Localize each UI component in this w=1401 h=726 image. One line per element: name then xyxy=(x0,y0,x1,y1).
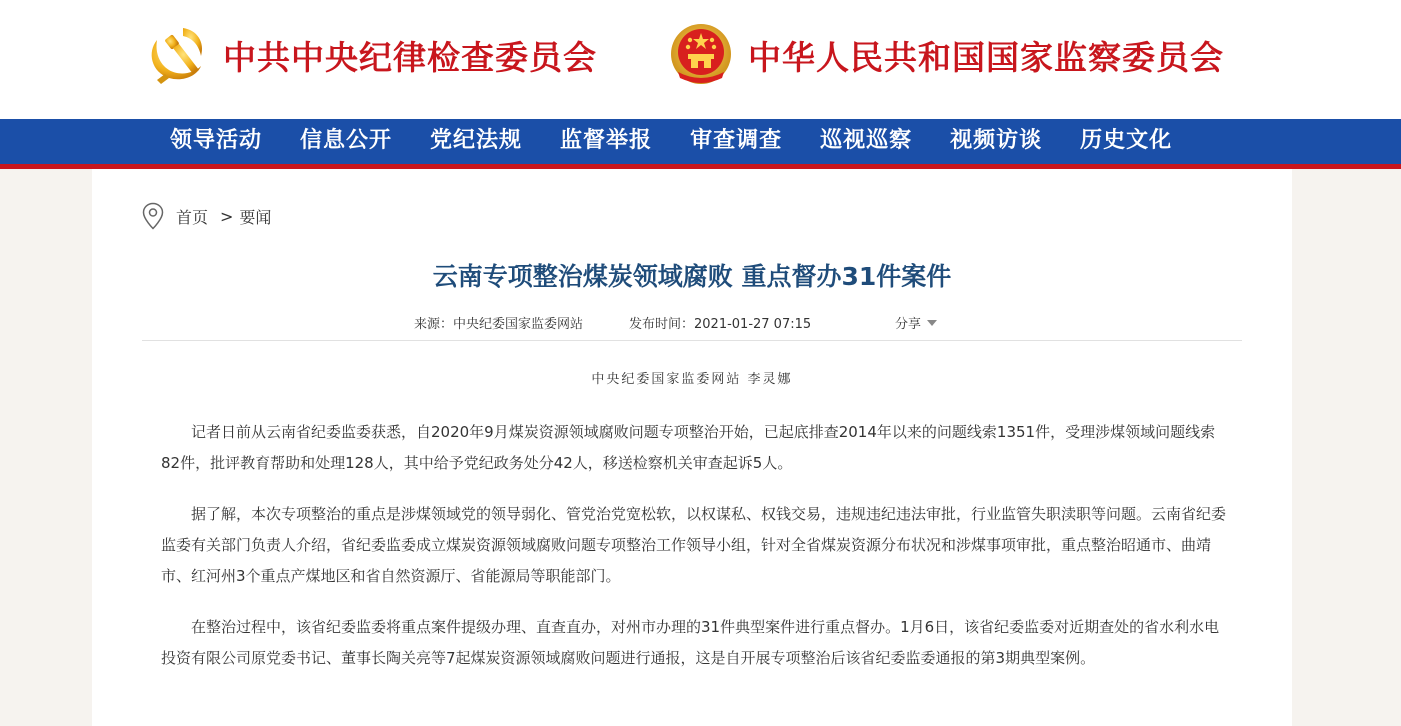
party-emblem-icon xyxy=(143,22,209,88)
article-paragraph: 记者日前从云南省纪委监委获悉，自2020年9月煤炭资源领域腐败问题专项整治开始，已起底排查2014年以来的问题线索1351件，受理涉煤领域问题线索82件，批评教育帮助和处理128人，其中给予党纪政务处分42人，移送检察机关审查起诉5人。 xyxy=(161,423,1216,472)
article-source: 来源：中央纪委国家监委网站 xyxy=(414,317,584,332)
nav-item-info-disclosure[interactable]: 信息公开 xyxy=(300,127,393,153)
article-paragraph: 据了解，本次专项整治的重点是涉煤领域党的领导弱化、管党治党宽松软，以权谋私、权钱交易，违规违纪违法审批，行业监管失职渎职等问题。云南省纪委监委有关部门负责人介绍，省纪委监委成立煤炭资源领域腐败问题专项整治工作领导小组，针对全省煤炭资源分布状况和涉煤事项审批，重点整治昭通市、曲靖市、红河州3个重点产煤地区和省自然资源厅、省能源局等职能部门。 xyxy=(161,505,1227,585)
article-body xyxy=(161,417,1227,694)
ccdi-name: 中共中央纪律检查委员会 xyxy=(223,37,597,77)
nav-item-investigation[interactable]: 审查调查 xyxy=(690,127,783,153)
nav-item-video[interactable]: 视频访谈 xyxy=(950,127,1043,153)
national-emblem-icon xyxy=(668,22,734,88)
breadcrumb-current[interactable]: 要闻 xyxy=(239,207,272,227)
caret-down-icon xyxy=(927,320,937,326)
share-label: 分享 xyxy=(895,317,922,332)
share-button[interactable] xyxy=(895,313,937,332)
article-paragraph: 在整治过程中，该省纪委监委将重点案件提级办理、直查直办，对州市办理的31件典型案件进行重点督办。1月6日，该省纪委监委对近期查处的省水利水电投资有限公司原党委书记、董事长陶关亮等7起煤炭资源领域腐败问题进行通报，这是自开展专项整治后该省纪委监委通报的第3期典型案例。 xyxy=(161,618,1220,667)
nav-item-supervision-report[interactable]: 监督举报 xyxy=(560,127,653,153)
main-nav xyxy=(0,119,1401,169)
nsc-logo-link[interactable] xyxy=(668,20,1224,90)
article-container xyxy=(92,169,1292,726)
article-meta xyxy=(92,313,1292,333)
nav-item-regulations[interactable]: 党纪法规 xyxy=(430,127,523,153)
location-pin-icon xyxy=(142,202,164,230)
nav-item-leadership[interactable]: 领导活动 xyxy=(170,127,263,153)
site-header xyxy=(0,0,1401,119)
nav-item-history[interactable]: 历史文化 xyxy=(1080,127,1173,153)
nav-item-inspection[interactable]: 巡视巡察 xyxy=(820,127,913,153)
breadcrumb-separator: > xyxy=(220,206,234,226)
nsc-name: 中华人民共和国国家监察委员会 xyxy=(748,37,1224,77)
ccdi-logo-link[interactable] xyxy=(143,20,597,90)
article-byline: 中央纪委国家监委网站 李灵娜 xyxy=(591,372,793,387)
article-title: 云南专项整治煤炭领域腐败 重点督办31件案件 xyxy=(432,262,952,291)
breadcrumb xyxy=(142,201,271,231)
divider xyxy=(142,340,1242,341)
breadcrumb-home[interactable]: 首页 xyxy=(176,207,209,227)
article-pubtime: 发布时间：2021-01-27 07:15 xyxy=(629,317,812,332)
